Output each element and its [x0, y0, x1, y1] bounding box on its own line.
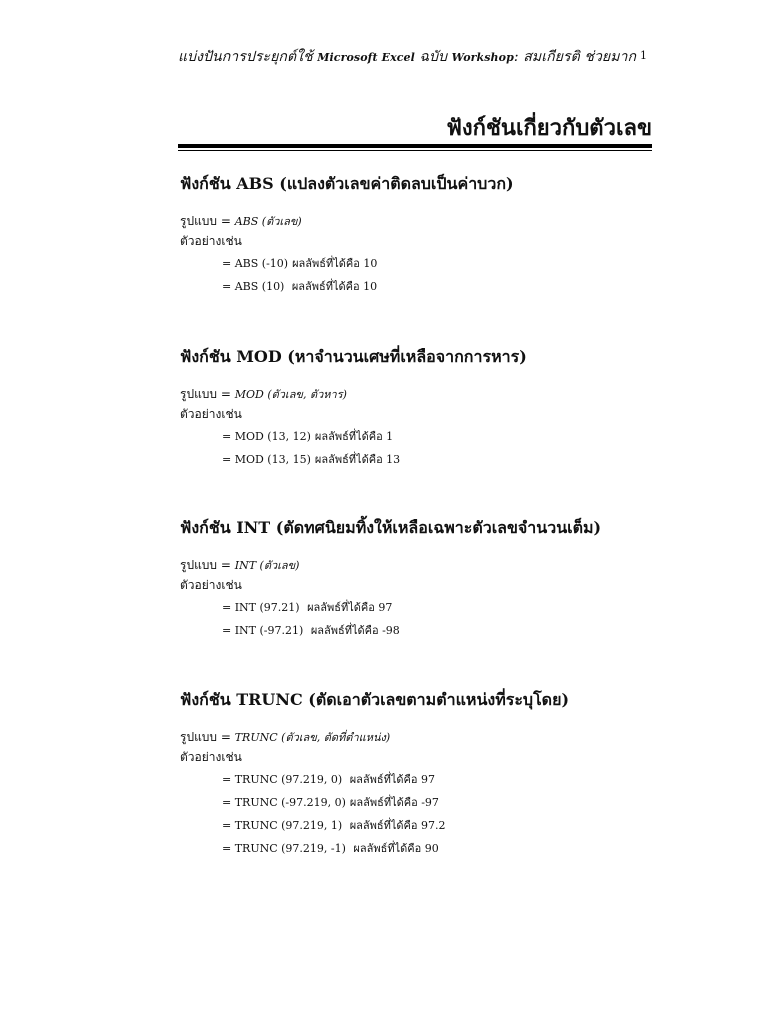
syntax-formula: TRUNC (ตัวเลข, ตัดที่ตำแหน่ง) — [234, 731, 391, 744]
example-result: ผลลัพธ์ที่ได้คือ -98 — [310, 624, 400, 637]
section-mod — [180, 345, 650, 471]
header-text-middle: ฉบับ — [414, 49, 452, 65]
syntax-formula: MOD (ตัวเลข, ตัวหาร) — [234, 388, 347, 401]
example-list — [180, 425, 650, 471]
example-formula: = TRUNC (97.219, 0) — [222, 773, 346, 786]
example-formula: = ABS (10) — [222, 280, 288, 293]
section-trunc — [180, 688, 650, 860]
page-number: 1 — [640, 49, 647, 62]
syntax-line — [180, 556, 650, 576]
example-item — [222, 252, 650, 275]
example-formula: = MOD (13, 12) — [222, 430, 311, 443]
example-formula: = TRUNC (97.219, 1) — [222, 819, 346, 832]
example-result: ผลลัพธ์ที่ได้คือ 97 — [307, 601, 393, 614]
section-heading: ฟังก์ชัน TRUNC (ตัดเอาตัวเลขตามตำแหน่งที่ระบุโดย) — [180, 690, 570, 709]
running-header — [178, 46, 650, 68]
syntax-formula: INT (ตัวเลข) — [234, 559, 300, 572]
example-label: ตัวอย่างเช่น — [180, 578, 242, 592]
example-item — [222, 768, 650, 791]
example-formula: = INT (97.21) — [222, 601, 304, 614]
example-result: ผลลัพธ์ที่ได้คือ 1 — [314, 430, 394, 443]
example-item — [222, 619, 650, 642]
chapter-title: ฟังก์ชันเกี่ยวกับตัวเลข — [446, 115, 652, 141]
example-formula: = TRUNC (-97.219, 0) — [222, 796, 346, 809]
section-abs — [180, 172, 650, 298]
example-label: ตัวอย่างเช่น — [180, 750, 242, 764]
syntax-label: รูปแบบ = — [180, 214, 235, 228]
example-formula: = ABS (-10) — [222, 257, 289, 270]
example-result: ผลลัพธ์ที่ได้คือ 10 — [291, 280, 378, 293]
title-rule-thin — [178, 150, 652, 151]
syntax-label: รูปแบบ = — [180, 387, 235, 401]
header-text-after: : สมเกียรติ ช่วยมาก — [513, 49, 637, 65]
example-item — [222, 425, 650, 448]
title-rule-thick — [178, 144, 652, 148]
example-formula: = TRUNC (97.219, -1) — [222, 842, 350, 855]
syntax-line — [180, 212, 650, 232]
example-label: ตัวอย่างเช่น — [180, 234, 242, 248]
syntax-formula: ABS (ตัวเลข) — [234, 215, 302, 228]
example-result: ผลลัพธ์ที่ได้คือ 13 — [314, 453, 401, 466]
example-result: ผลลัพธ์ที่ได้คือ 97.2 — [349, 819, 446, 832]
example-formula: = INT (-97.21) — [222, 624, 307, 637]
header-text-before: แบ่งปันการประยุกต์ใช้ — [178, 49, 318, 65]
example-list — [180, 252, 650, 298]
example-result: ผลลัพธ์ที่ได้คือ -97 — [349, 796, 439, 809]
example-item — [222, 791, 650, 814]
syntax-line — [180, 728, 650, 748]
section-heading: ฟังก์ชัน ABS (แปลงตัวเลขค่าติดลบเป็นค่าบวก) — [180, 174, 514, 193]
syntax-label: รูปแบบ = — [180, 730, 235, 744]
section-int — [180, 516, 650, 642]
syntax-line — [180, 385, 650, 405]
example-result: ผลลัพธ์ที่ได้คือ 10 — [292, 257, 378, 270]
header-edition: Workshop — [451, 51, 514, 64]
example-item — [222, 814, 650, 837]
example-label: ตัวอย่างเช่น — [180, 407, 242, 421]
example-result: ผลลัพธ์ที่ได้คือ 90 — [353, 842, 439, 855]
example-item — [222, 448, 650, 471]
example-list — [180, 596, 650, 642]
example-item — [222, 596, 650, 619]
example-item — [222, 275, 650, 298]
example-formula: = MOD (13, 15) — [222, 453, 311, 466]
syntax-label: รูปแบบ = — [180, 558, 235, 572]
section-heading: ฟังก์ชัน MOD (หาจำนวนเศษที่เหลือจากการหาร) — [180, 347, 527, 366]
example-list — [180, 768, 650, 860]
header-app-name: Microsoft Excel — [317, 51, 415, 64]
example-item — [222, 837, 650, 860]
section-heading: ฟังก์ชัน INT (ตัดทศนิยมทิ้งให้เหลือเฉพาะตัวเลขจำนวนเต็ม) — [180, 518, 602, 537]
example-result: ผลลัพธ์ที่ได้คือ 97 — [349, 773, 435, 786]
